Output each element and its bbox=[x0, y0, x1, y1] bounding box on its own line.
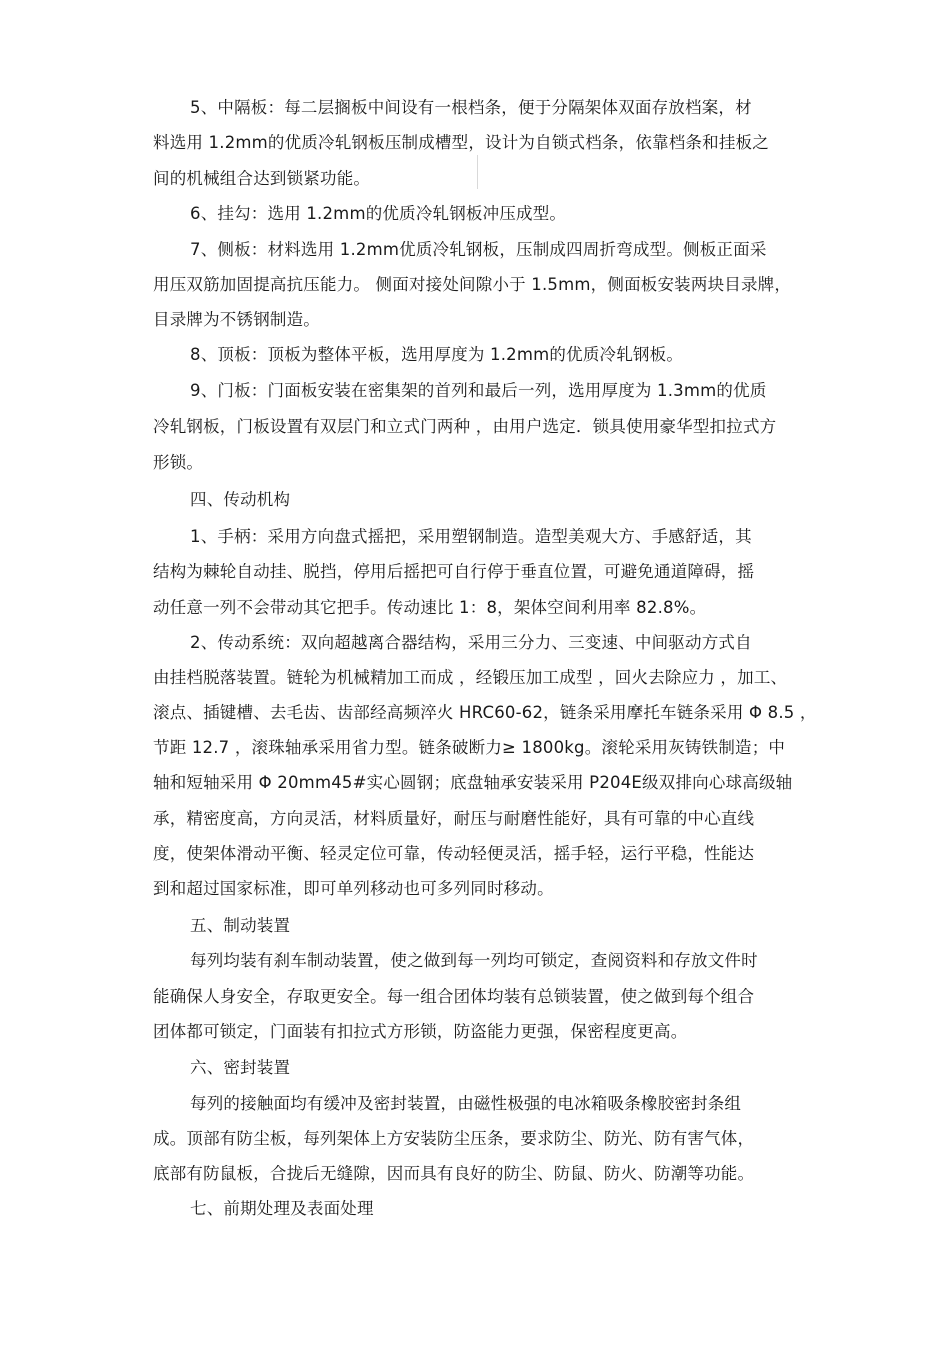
para-5-line-1: 5、中隔板：每二层搁板中间设有一根档条，便于分隔架体双面存放档案，材 bbox=[190, 98, 752, 117]
para-7-line-2: 用压双筋加固提高抗压能力。 侧面对接处间隙小于 1.5mm，侧面板安装两块目录牌， bbox=[153, 275, 792, 294]
para-4-2-line-6: 承，精密度高，方向灵活，材料质量好，耐压与耐磨性能好，具有可靠的中心直线 bbox=[153, 809, 755, 828]
para-4-2-line-1: 2、传动系统：双向超越离合器结构，采用三分力、三变速、中间驱动方式自 bbox=[190, 633, 752, 652]
para-6-seal-line-1: 每列的接触面均有缓冲及密封装置，由磁性极强的电冰箱吸条橡胶密封条组 bbox=[190, 1094, 742, 1113]
para-4-1-line-2: 结构为棘轮自动挂、脱挡，停用后摇把可自行停于垂直位置，可避免通道障碍，摇 bbox=[153, 562, 755, 581]
para-6-seal-line-3: 底部有防鼠板，合拢后无缝隙，因而具有良好的防尘、防鼠、防火、防潮等功能。 bbox=[153, 1164, 755, 1183]
para-9-line-2: 冷轧钢板，门板设置有双层门和立式门两种 ，由用户选定．锁具使用豪华型扣拉式方 bbox=[153, 417, 777, 436]
para-4-1-line-1: 1、手柄：采用方向盘式摇把，采用塑钢制造。造型美观大方、手感舒适，其 bbox=[190, 527, 752, 546]
para-4-2-line-3: 滚点、插键槽、去毛齿、齿部经高频淬火 HRC60-62，链条采用摩托车链条采用 Φ 8.5 ， bbox=[153, 703, 817, 722]
para-5-line-2: 料选用 1.2mm的优质冷轧钢板压制成槽型，设计为自锁式档条，依靠档条和挂板之 bbox=[153, 133, 769, 152]
para-4-2-line-4: 节距 12.7 ，滚珠轴承采用省力型。链条破断力≥ 1800kg。滚轮采用灰铸铁制造；中 bbox=[153, 738, 786, 757]
para-5-line-3: 间的机械组合达到锁紧功能。 bbox=[153, 169, 371, 188]
para-7-line-3: 目录牌为不锈钢制造。 bbox=[153, 310, 320, 329]
para-9-line-3: 形锁。 bbox=[153, 453, 204, 472]
para-4-2-line-8: 到和超过国家标准，即可单列移动也可多列同时移动。 bbox=[153, 879, 554, 898]
section-heading-4: 四、传动机构 bbox=[190, 490, 291, 509]
section-heading-6: 六、密封装置 bbox=[190, 1058, 291, 1077]
para-5-brake-line-2: 能确保人身安全，存取更安全。每一组合团体均装有总锁装置，使之做到每个组合 bbox=[153, 987, 755, 1006]
para-4-2-line-5: 轴和短轴采用 Φ 20mm45#实心圆钢；底盘轴承安装采用 P204E级双排向心球高级轴 bbox=[153, 773, 793, 792]
para-8-line-1: 8、顶板：顶板为整体平板，选用厚度为 1.2mm的优质冷轧钢板。 bbox=[190, 345, 684, 364]
para-6-seal-line-2: 成。顶部有防尘板，每列架体上方安装防尘压条，要求防尘、防光、防有害气体， bbox=[153, 1129, 755, 1148]
para-4-1-line-3: 动任意一列不会带动其它把手。传动速比 1：8，架体空间利用率 82.8%。 bbox=[153, 598, 707, 617]
para-4-2-line-7: 度，使架体滑动平衡、轻灵定位可靠，传动轻便灵活，摇手轻，运行平稳，性能达 bbox=[153, 844, 755, 863]
para-7-line-1: 7、侧板：材料选用 1.2mm优质冷轧钢板，压制成四周折弯成型。侧板正面采 bbox=[190, 240, 767, 259]
para-9-line-1: 9、门板：门面板安装在密集架的首列和最后一列，选用厚度为 1.3mm的优质 bbox=[190, 381, 767, 400]
para-5-brake-line-1: 每列均装有刹车制动装置，使之做到每一列均可锁定，查阅资料和存放文件时 bbox=[190, 951, 758, 970]
para-4-2-line-2: 由挂档脱落装置。链轮为机械精加工而成 ，经锻压加工成型 ，回火去除应力 ，加工、 bbox=[153, 668, 788, 687]
para-5-brake-line-3: 团体都可锁定，门面装有扣拉式方形锁，防盗能力更强，保密程度更高。 bbox=[153, 1022, 688, 1041]
section-heading-7: 七、前期处理及表面处理 bbox=[190, 1199, 374, 1218]
section-heading-5: 五、制动装置 bbox=[190, 916, 291, 935]
para-6-line-1: 6、挂勾：选用 1.2mm的优质冷轧钢板冲压成型。 bbox=[190, 204, 567, 223]
